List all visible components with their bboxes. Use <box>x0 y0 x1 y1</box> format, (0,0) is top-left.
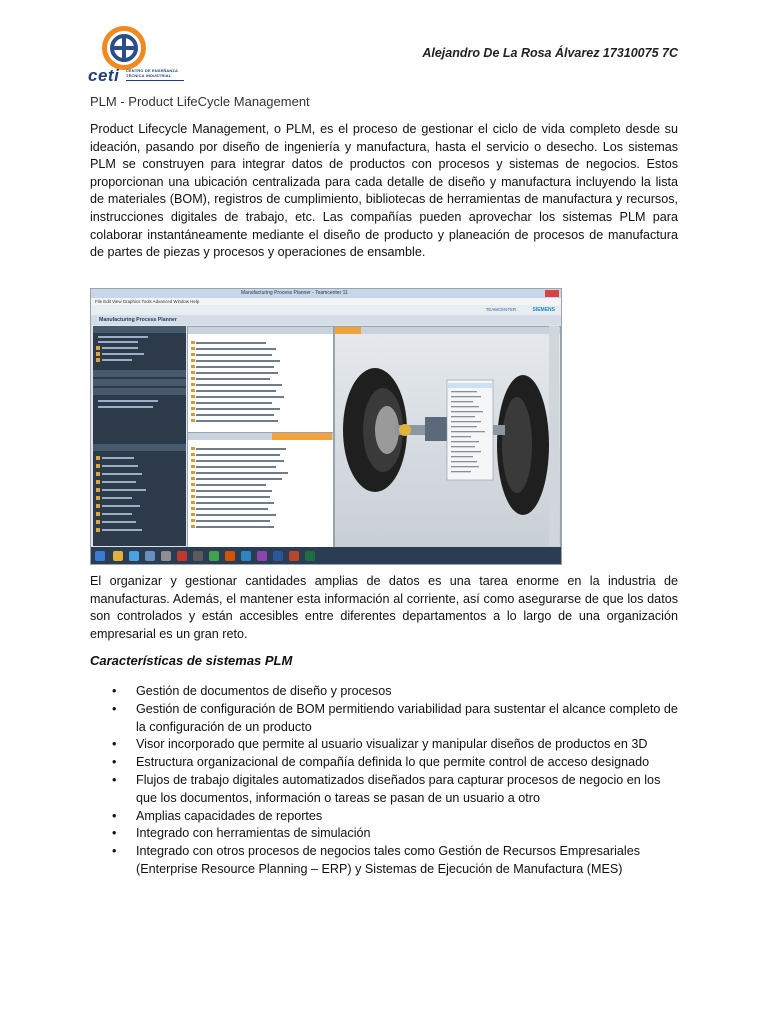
logo-word: ceti <box>88 66 120 85</box>
folder-icon <box>96 358 100 362</box>
app-icon <box>209 551 219 561</box>
window-title: Manufacturing Process Planner - Teamcenter 11 <box>241 290 348 296</box>
tractor-axle-model <box>335 335 560 547</box>
teamcenter-brand: TEAMCENTER <box>485 307 516 312</box>
bom-tree-panel <box>187 326 334 433</box>
process-tree-panel <box>187 432 334 548</box>
app-icon <box>241 551 251 561</box>
author-line: Alejandro De La Rosa Álvarez 17310075 7C <box>422 46 678 60</box>
folder-icon <box>113 551 123 561</box>
list-item: • Gestión de configuración de BOM permitiendo variabilidad para sustentar el alcance completo de la configuración de un producto <box>90 701 680 737</box>
navigator-panel <box>93 326 186 546</box>
second-paragraph: El organizar y gestionar cantidades amplias de datos es una tarea enorme en la industria de manufacturas. Además, el mantener esta información al corriente, así como asegurarse de que los datos son controlados y están accesibles entre diferentes departamentos a lo largo de una organización empresarial es un gran reto. <box>90 574 678 641</box>
list-item: • Visor incorporado que permite al usuario visualizar y manipular diseños de productos en 3D <box>90 736 680 754</box>
windows-start-icon <box>95 551 105 561</box>
features-list <box>90 683 680 879</box>
tool-palette <box>549 326 559 546</box>
app-icon <box>193 551 203 561</box>
list-item: • Amplias capacidades de reportes <box>90 808 680 826</box>
app-icon <box>177 551 187 561</box>
folder-icon <box>96 352 100 356</box>
menu-bar: File Edit View Graphics Tools Advanced Window Help <box>91 298 561 305</box>
app-title: Manufacturing Process Planner <box>91 315 561 325</box>
3d-viewer <box>334 326 561 548</box>
powerpoint-icon <box>289 551 299 561</box>
logo-subtitle: CENTRO DE ENSEÑANZA TÉCNICA INDUSTRIAL <box>126 68 179 78</box>
word-icon <box>273 551 283 561</box>
app-icon <box>225 551 235 561</box>
list-item: • Gestión de documentos de diseño y procesos <box>90 683 680 701</box>
ceti-logo <box>88 26 188 85</box>
document-title: PLM - Product LifeCycle Management <box>90 94 310 109</box>
browser-icon <box>129 551 139 561</box>
excel-icon <box>305 551 315 561</box>
plm-software-screenshot <box>90 288 562 565</box>
features-heading: Características de sistemas PLM <box>90 653 293 668</box>
app-icon <box>257 551 267 561</box>
list-item: • Flujos de trabajo digitales automatizados diseñados para capturar procesos de negocio en los que los documentos, información o tareas se pasan de un usuario a otro <box>90 772 680 808</box>
close-icon <box>545 290 559 297</box>
window-titlebar <box>91 289 561 298</box>
list-item: • Integrado con herramientas de simulación <box>90 825 680 843</box>
app-icon <box>161 551 171 561</box>
app-icon <box>145 551 155 561</box>
context-menu <box>447 380 493 480</box>
folder-icon <box>96 346 100 350</box>
siemens-brand: SIEMENS <box>532 307 555 313</box>
list-item: • Estructura organizacional de compañía definida lo que permite control de acceso designado <box>90 754 680 772</box>
list-item: • Integrado con otros procesos de negocios tales como Gestión de Recursos Empresariales (Enterprise Resource Planning – ERP) y Sistemas de Ejecución de Manufactura (MES) <box>90 843 680 879</box>
intro-paragraph: Product Lifecycle Management, o PLM, es el proceso de gestionar el ciclo de vida completo desde su ideación, pasando por diseño de ingeniería y manufactura, hasta el servicio o desecho. Los sistemas PLM se construyen para integrar datos de productos con procesos y sistemas de negocios. Estos proporcionan una ubicación centralizada para cada detalle de diseño y manufactura incluyendo la lista de materiales (BOM), registros de cumplimiento, bibliotecas de herramientas de manufactura y recursos, instrucciones digitales de trabajo, etc. Las compañías pueden aprovechar los sistemas PLM para colaborar instantáneamente mediante el diseño de producto y planeación de procesos de manufactura de partes de piezas y procesos y operaciones de ensamble. <box>90 122 678 260</box>
